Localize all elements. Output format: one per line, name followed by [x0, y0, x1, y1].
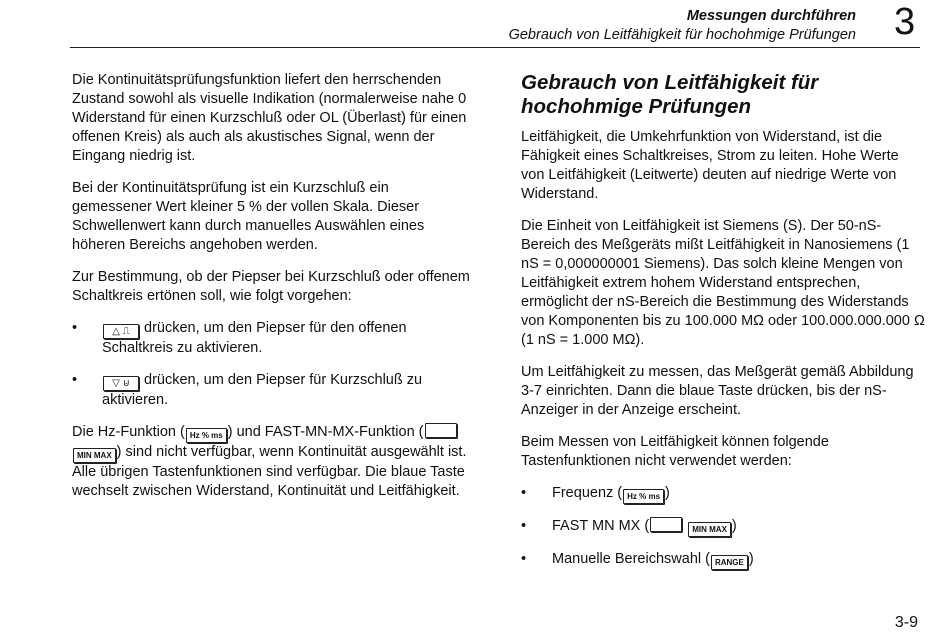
range-key-icon: RANGE — [711, 555, 748, 570]
chapter-number: 3 — [894, 1, 916, 43]
list-item-text: drücken, um den Piepser für den offenen Schaltkreis zu aktivieren. — [102, 320, 407, 356]
text-fragment: ) sind nicht verfügbar, wenn Kontinuität ausgewählt ist. Alle übrigen Tastenfunktionen sind verfügbar. Die blaue Taste wechselt zwischen Widerstand, Kontinuität und Leitfähigkeit. — [72, 444, 467, 499]
minmax-key-icon: MIN MAX — [73, 448, 116, 463]
blank-key-icon — [650, 517, 682, 532]
text-fragment: ) — [731, 518, 737, 534]
blank-key-icon — [425, 423, 457, 438]
list-item-text: FAST MN MX ( — [552, 518, 650, 534]
up-arrow-key-icon: △ ⎍ — [103, 324, 139, 339]
right-column — [521, 71, 926, 583]
bullet-dot: • — [72, 372, 78, 388]
list-item-open-circuit-beeper — [72, 319, 472, 358]
paragraph-measure-setup: Um Leitfähigkeit zu messen, das Meßgerät gemäß Abbildung 3-7 einrichten. Dann die blaue Taste drücken, bis der nS-Anzeiger in der Anzeige erscheint. — [521, 364, 914, 418]
running-header-title: Messungen durchführen — [686, 8, 856, 24]
paragraph-siemens-unit: Die Einheit von Leitfähigkeit ist Siemens (S). Der 50-nS-Bereich des Meßgeräts mißt Leitfähigkeit in Nanosiemens (1 nS = 0,000000001 Siemens). Das solch kleine Mengen von Leitfähigkeit extrem hohem Widerstand entsprechen, ermöglicht der nS-Bereich die Bestimmung des Widerstands von Komponenten bis zu 100.000 MΩ oder 100.000.000.000 Ω (1 nS = 1.000 MΩ). — [521, 218, 925, 348]
section-heading: Gebrauch von Leitfähigkeit für hochohmige Prüfungen — [521, 71, 819, 118]
header-rule — [70, 47, 920, 48]
paragraph-short-circuit-threshold: Bei der Kontinuitätsprüfung ist ein Kurzschluß ein gemessener Wert kleiner 5 % der vollen Skala. Dieser Schwellenwert kann durch manuelles Auswählen eines höheren Bereichs angehoben werden. — [72, 180, 425, 253]
list-item-text: Frequenz ( — [552, 485, 623, 501]
hz-key-icon: Hz % ms — [623, 489, 664, 504]
bullet-dot: • — [521, 518, 527, 534]
paragraph-beeper-intro: Zur Bestimmung, ob der Piepser bei Kurzschluß oder offenem Schaltkreis ertönen soll, wie folgt vorgehen: — [72, 269, 470, 304]
bullet-dot: • — [521, 551, 527, 567]
bullet-dot: • — [72, 320, 78, 336]
text-fragment: Die Hz-Funktion ( — [72, 424, 185, 440]
list-item-manual-range — [521, 550, 926, 570]
running-header-subtitle: Gebrauch von Leitfähigkeit für hochohmige Prüfungen — [508, 27, 856, 43]
paragraph-unusable-keys: Beim Messen von Leitfähigkeit können folgende Tastenfunktionen nicht verwendet werden: — [521, 434, 829, 469]
list-item-fast-mn-mx — [521, 517, 926, 537]
text-fragment: ) — [748, 551, 754, 567]
paragraph-conductance-definition: Leitfähigkeit, die Umkehrfunktion von Widerstand, ist die Fähigkeit eines Schaltkreises, Strom zu leiten. Hohe Werte von Leitfähigkeit (Leitwerte) deuten auf niedrige Werte von Widerstand. — [521, 129, 899, 202]
list-item-short-circuit-beeper — [72, 371, 472, 410]
list-item-frequency — [521, 484, 926, 504]
text-fragment: ) und FAST-MN-MX-Funktion ( — [227, 424, 424, 440]
list-item-text: drücken, um den Piepser für Kurzschluß zu aktivieren. — [102, 372, 423, 408]
minmax-key-icon: MIN MAX — [688, 522, 731, 537]
left-column — [72, 71, 472, 514]
page-number: 3-9 — [894, 614, 918, 631]
hz-key-icon: Hz % ms — [186, 428, 227, 443]
paragraph-continuity-function: Die Kontinuitätsprüfungsfunktion liefert den herrschenden Zustand sowohl als visuelle Indikation (normalerweise nahe 0 Widerstand für einen Kurzschluß oder OL (Überlast) für einen offenen Kreis) als auch als akustisches Signal, wenn der Eingang niedrig ist. — [72, 72, 467, 164]
down-arrow-key-icon: ▽ ⊍ — [103, 376, 139, 391]
bullet-dot: • — [521, 485, 527, 501]
list-item-text: Manuelle Bereichswahl ( — [552, 551, 710, 567]
text-fragment: ) — [665, 485, 670, 501]
paragraph-unavailable-functions — [72, 423, 472, 501]
